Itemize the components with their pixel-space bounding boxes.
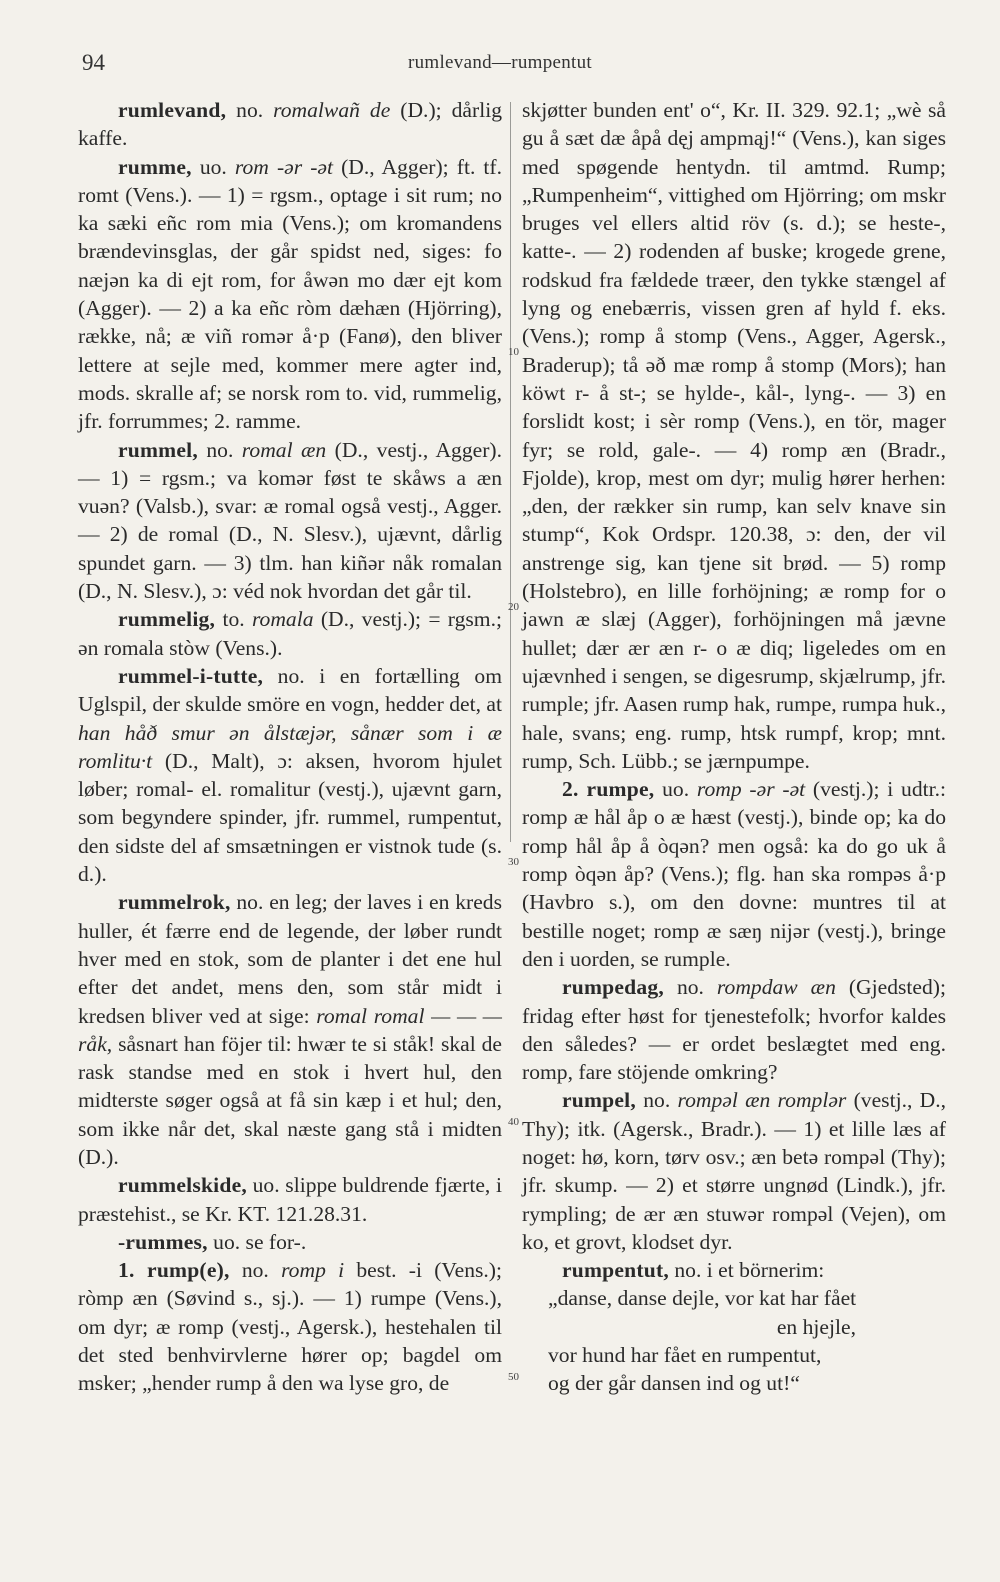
right-column: [522, 96, 946, 1398]
entry-text: såsnart han föjer til: hwær te si ståk! skal de rask standse med en stok i hvert hul, den midterste søger også at få sin kæp i et hul; den, som ikke når det, skal næste gang stå i midten (D.).: [78, 1031, 502, 1169]
margin-line-number: 20: [508, 601, 519, 613]
dictionary-entry: [522, 96, 946, 775]
dictionary-entry: [78, 153, 502, 436]
entry-text: best. -i (Vens.); ròmp æn (Søvind s., sj.). — 1) rumpe (Vens.), om dyr; æ romp (vestj., Agersk.), hestehalen til det sted benhvirvlerne hører op; bagdel om msker; „hender rump å den wa lyse gro, de: [78, 1258, 502, 1396]
verse-block: [522, 1284, 946, 1397]
margin-line-number: 40: [508, 1116, 519, 1128]
entry-text: skjøtter bunden ent' o“, Kr. II. 329. 92.1; „wè så gu å sæt dæ åpå dęj ampmąj!“ (Vens.), kan siges med spøgende hentydn. til amtmd. Rump; „Rumpenheim“, vittighed om Hjörring; om mskr bruges vel ellers altid röv (s. d.); se heste-, katte-. — 2) rodenden af buske; krogede grene, rodskud fra fældede træer, den tykke stængel af lyng og enebærris, vissen gren af hyld f. eks. (Vens.); romp å stomp (Vens., Agger, Agersk., Braderup); tå əð mæ romp å stomp (Mors); han köwt r- å st-; se hylde-, kål-, lyng-. — 3) en forslidt kost; i sèr romp (Vens.), en tör, mager fyr; se rold, gale-. — 4) romp æn (Bradr., Fjolde), krop, mest om dyr; mulig hører herhen: „den, der rækker sin rump, kan selv knave sin stump“, Kok Ordspr. 120.38, ɔ: den, der vil anstrenge sig, kan tjene sit brød. — 5) romp (Holstebro), en lille forhöjning; æ romp for o jawn æ slæj (Agger), forhöjningen må jævne hullet; dær ær æn r- o æ diq; ligeledes om en ujævnhed i sengen, se digesrump, skjælrump, jfr. rumple; jfr. Aasen rump hak, rumpe, rumpa huk., hale, svans; eng. rump, htsk rumpf, krop; mnt. rump, Sch. Lübb.; se jærnpumpe.: [522, 98, 946, 773]
dictionary-entry: [78, 436, 502, 606]
text-columns: [76, 96, 956, 1566]
headword: rumpedag,: [562, 975, 664, 1000]
dictionary-entry: [522, 775, 946, 973]
dictionary-entry: [78, 96, 502, 153]
entry-text: uo. slippe buldrende fjærte, i præstehist., se Kr. KT. 121.28.31.: [78, 1173, 502, 1226]
verse-line: en hjejle,: [776, 1314, 856, 1339]
left-column: [78, 96, 502, 1398]
entry-text: (D., vestj., Agger). — 1) = rgsm.; va komər føst te skåws a æn vuən? (Valsb.), svar: æ romal også vestj., Agger. — 2) de romal (D., N. Slesv.), ujævnt, dårlig spundet garn. — 3) tlm. han kiñər nåk romalan (D., N. Slesv.), ɔ: véd nok hvordan det går til.: [78, 437, 503, 604]
example-text: han håð smur ən ålstæjər, sånær som i æ romlitu·t: [78, 720, 502, 773]
headword: rumme,: [118, 154, 192, 179]
example-text: rompdaw æn: [716, 975, 836, 1000]
headword: rummelrok,: [118, 890, 231, 915]
page-number: 94: [82, 50, 105, 75]
example-text: rom -ər -ət: [234, 154, 333, 179]
entry-text: no.: [197, 437, 242, 462]
headword: rumpentut,: [562, 1258, 669, 1283]
entry-text: no. i et börnerim:: [668, 1258, 825, 1283]
headword: 1. rump(e),: [118, 1258, 230, 1283]
headword: rummelskide,: [118, 1173, 247, 1198]
entry-text: (vestj., D., Thy); itk. (Agersk., Bradr.). — 1) et lille læs af noget: hø, korn, tørv osv.; æn betə rompəl (Thy); jfr. skump. — 2) et større ungnød (Lindk.), jfr. rympling; de ær æn stuwər rompəl (Vejen), om ko, et grovt, klodset dyr.: [522, 1088, 947, 1254]
entry-text: to.: [215, 607, 252, 632]
column-rule: [510, 102, 511, 842]
dictionary-entry: [522, 1256, 946, 1284]
verse-line: og der går dansen ind og ut!“: [548, 1371, 800, 1396]
dictionary-entry: [78, 1228, 502, 1256]
example-text: romp i: [281, 1258, 345, 1283]
dictionary-entry: [78, 888, 502, 1171]
verse-line: „danse, danse dejle, vor kat har fået: [548, 1286, 857, 1311]
headword: rumlevand,: [118, 98, 227, 122]
headword: rummel,: [118, 437, 198, 462]
dictionary-entry: [78, 605, 502, 662]
headword: rummelig,: [118, 607, 216, 632]
example-text: romal romal — — — råk,: [78, 1003, 502, 1056]
dictionary-entry: [78, 662, 502, 888]
margin-line-number: 50: [508, 1371, 519, 1383]
entry-text: (D., Malt), ɔ: aksen, hvorom hjulet løber; romal- el. romalitur (vestj.), ujævnt garn, som begyndere spinder, jfr. rummel, rumpentut, den sidste del af smsætningen er vistnok tude (s. d.).: [78, 748, 502, 887]
entry-text: (D., Agger); ft. tf. romt (Vens.). — 1) = rgsm., optage i sit rum; no ka sæki eñc rom mia (Vens.); om kromandens brændevinsglas, der går spidst ned, siges: fo næjən ka di ejt rom, for åwən mo dær ejt kom (Agger). — 2) a ka eñc ròm dæhæn (Hjörring), række, nå; æ viñ romər å·p (Fanø), den bliver lettere at sejle med, kommer mere agter ind, mods. skralle af; se norsk rom to. vid, rummelig, jfr. forrummes; 2. ramme.: [78, 154, 502, 434]
entry-text: (D.); dårlig kaffe.: [78, 98, 502, 151]
example-text: romp -ər -ət: [696, 777, 806, 802]
entry-text: no.: [663, 975, 717, 1000]
entry-text: no. en leg; der laves i en kreds huller, ét færre end de legende, der løber rundt hver med en stok, som de planter i det ene hul efter det andet, mens den, som står midt i kredsen bliver ved at sige:: [78, 890, 502, 1028]
entry-text: (vestj.); i udtr.: romp æ hål åp o æ hæst (vestj.), binde op; ka do romp hål åp å òqən? men også: ka do go uk å romp òqən åp? (Vens.); flg. han ska rompəs å·p (Havbro s.), om den dovne: muntres til at bestille noget; romp æ sæŋ nijər (vestj.), bringe den i uorden, se rumple.: [522, 777, 947, 971]
margin-line-number: 10: [508, 346, 519, 358]
dictionary-entry: [522, 1086, 946, 1256]
example-text: romal æn: [241, 437, 327, 462]
entry-text: uo.: [654, 777, 697, 802]
page-header: [0, 44, 1000, 84]
entry-text: no.: [226, 98, 274, 122]
headword: 2. rumpe,: [562, 777, 655, 802]
entry-text: no.: [229, 1258, 282, 1283]
entry-text: (Gjedsted); fridag efter høst for tjenestefolk; hvorfor kaldes den således? — er ordet beslægtet med eng. romp, fare stöjende omkring?: [522, 975, 946, 1085]
dictionary-entry: [522, 973, 946, 1086]
entry-text: (D., vestj.); = rgsm.; ən romala stòw (Vens.).: [78, 607, 503, 660]
entry-text: uo.: [191, 154, 235, 179]
running-title: rumlevand—rumpentut: [407, 52, 593, 73]
dictionary-entry: [78, 1256, 502, 1397]
example-text: rompəl æn romplər: [677, 1088, 847, 1113]
example-text: romala: [251, 607, 314, 632]
entry-text: no.: [635, 1088, 678, 1113]
margin-line-number: 30: [508, 856, 519, 868]
headword: rummel-i-tutte,: [118, 663, 264, 688]
example-text: romalwañ de: [273, 98, 391, 122]
entry-text: uo. se for-.: [207, 1229, 307, 1254]
dictionary-entry: [78, 1171, 502, 1228]
headword: -rummes,: [118, 1229, 208, 1254]
headword: rumpel,: [562, 1088, 636, 1113]
verse-line: vor hund har fået en rumpentut,: [548, 1343, 822, 1368]
entry-text: no. i en fortælling om Uglspil, der skulde smöre en vogn, hedder det, at: [78, 663, 502, 717]
